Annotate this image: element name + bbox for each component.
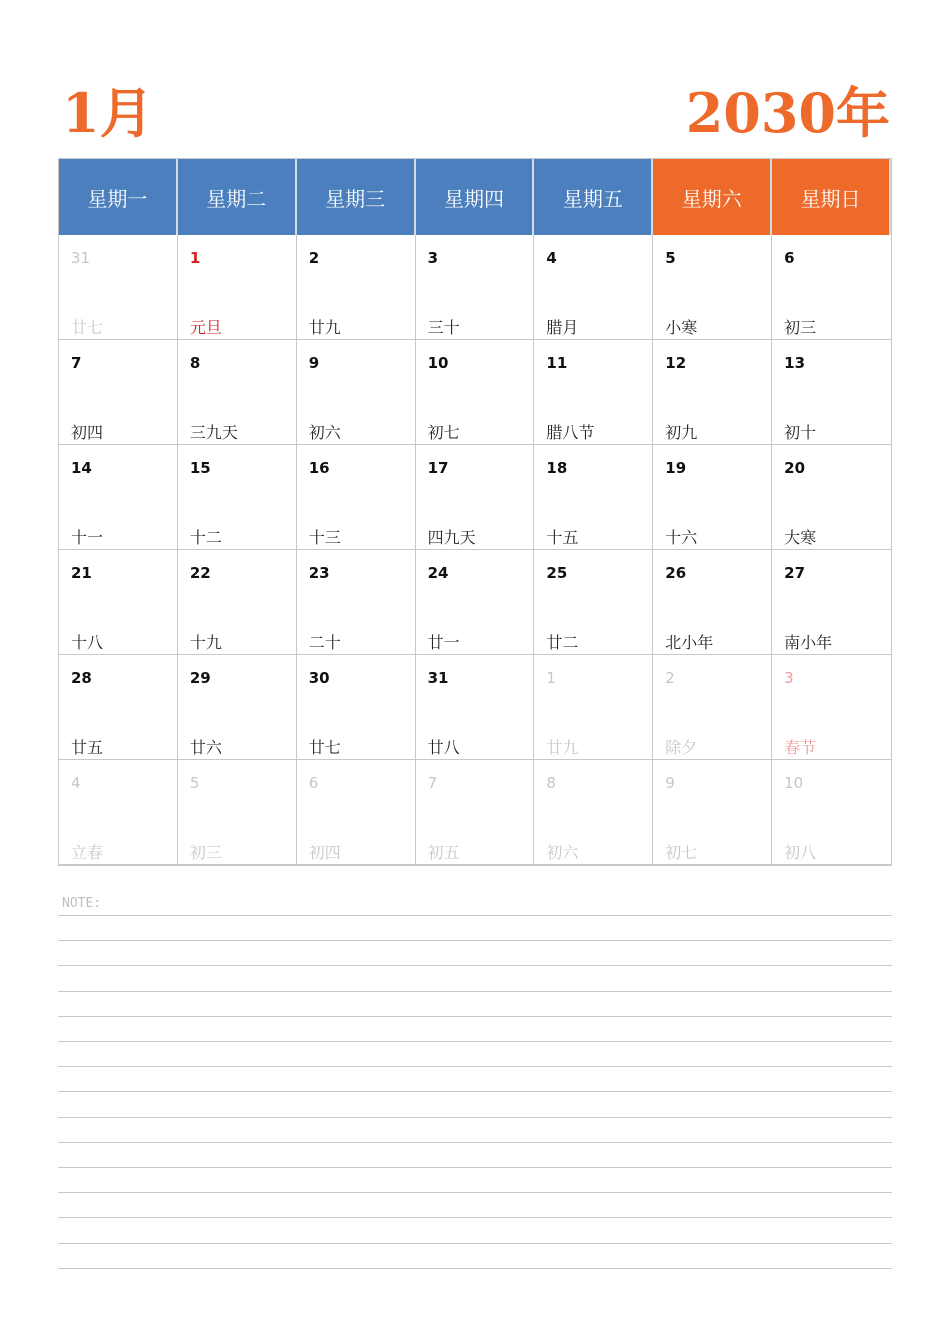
day-cell bbox=[653, 550, 772, 655]
note-line bbox=[58, 1167, 892, 1168]
lunar-label: 十二 bbox=[189, 528, 222, 547]
lunar-label: 小寒 bbox=[665, 318, 698, 337]
lunar-label: 初四 bbox=[308, 843, 341, 862]
day-number: 10 bbox=[427, 354, 449, 372]
day-number: 16 bbox=[308, 459, 330, 477]
lunar-label: 初十 bbox=[784, 423, 817, 442]
lunar-label: 元旦 bbox=[189, 318, 222, 337]
note-line bbox=[58, 1016, 892, 1017]
note-line bbox=[58, 915, 892, 916]
note-line bbox=[58, 940, 892, 941]
day-cell bbox=[178, 235, 297, 340]
day-cell bbox=[772, 760, 891, 865]
note-line bbox=[58, 1066, 892, 1067]
day-cell bbox=[772, 655, 891, 760]
day-number: 13 bbox=[784, 354, 806, 372]
day-number: 12 bbox=[665, 354, 687, 372]
lunar-label: 初六 bbox=[308, 423, 341, 442]
note-line bbox=[58, 991, 892, 992]
day-number: 31 bbox=[71, 249, 91, 267]
day-number: 15 bbox=[189, 459, 211, 477]
day-cell bbox=[297, 445, 416, 550]
day-cell bbox=[534, 760, 653, 865]
day-cell bbox=[653, 235, 772, 340]
day-number: 1 bbox=[189, 249, 201, 267]
day-number: 5 bbox=[665, 249, 676, 267]
day-cell bbox=[653, 655, 772, 760]
weekday-header-thu: 星期四 bbox=[416, 159, 535, 235]
lunar-label: 南小年 bbox=[784, 633, 833, 652]
day-cell bbox=[59, 340, 178, 445]
day-number: 3 bbox=[784, 669, 794, 687]
lunar-label: 除夕 bbox=[665, 738, 698, 757]
day-number: 11 bbox=[546, 354, 568, 372]
day-number: 14 bbox=[71, 459, 92, 477]
day-number: 1 bbox=[546, 669, 556, 687]
day-number: 23 bbox=[308, 564, 330, 582]
day-cell bbox=[59, 235, 178, 340]
day-cell bbox=[534, 340, 653, 445]
lunar-label: 廿七 bbox=[308, 738, 341, 757]
lunar-label: 三十 bbox=[427, 318, 460, 337]
note-line bbox=[58, 1192, 892, 1193]
day-cell bbox=[772, 550, 891, 655]
day-cell bbox=[297, 235, 416, 340]
weekday-header-tue: 星期二 bbox=[178, 159, 297, 235]
day-cell bbox=[59, 445, 178, 550]
day-cell bbox=[59, 550, 178, 655]
day-number: 24 bbox=[427, 564, 449, 582]
day-cell bbox=[416, 760, 535, 865]
weekday-header-fri: 星期五 bbox=[534, 159, 653, 235]
day-cell bbox=[59, 655, 178, 760]
lunar-label: 初七 bbox=[427, 423, 460, 442]
lunar-label: 春节 bbox=[784, 738, 817, 757]
day-cell bbox=[416, 655, 535, 760]
day-cell bbox=[297, 655, 416, 760]
note-line bbox=[58, 1243, 892, 1244]
calendar-grid bbox=[58, 158, 892, 866]
day-number: 19 bbox=[665, 459, 687, 477]
day-number: 21 bbox=[71, 564, 92, 582]
day-number: 6 bbox=[308, 774, 319, 792]
lunar-label: 初三 bbox=[784, 318, 817, 337]
day-cell bbox=[297, 550, 416, 655]
lunar-label: 十一 bbox=[71, 528, 104, 547]
day-cell bbox=[772, 340, 891, 445]
day-number: 7 bbox=[71, 354, 82, 372]
day-cell bbox=[653, 340, 772, 445]
day-number: 27 bbox=[784, 564, 806, 582]
note-line bbox=[58, 1091, 892, 1092]
note-line bbox=[58, 1142, 892, 1143]
day-cell bbox=[178, 550, 297, 655]
day-cell bbox=[772, 445, 891, 550]
weekday-header-mon: 星期一 bbox=[59, 159, 178, 235]
month-title: 1月 bbox=[62, 81, 154, 145]
lunar-label: 初五 bbox=[427, 843, 460, 862]
day-number: 26 bbox=[665, 564, 687, 582]
lunar-label: 初八 bbox=[784, 843, 817, 862]
note-line bbox=[58, 1268, 892, 1269]
day-cell bbox=[416, 340, 535, 445]
weekday-header-sat: 星期六 bbox=[653, 159, 772, 235]
day-number: 25 bbox=[546, 564, 568, 582]
day-cell bbox=[653, 445, 772, 550]
day-number: 9 bbox=[308, 354, 320, 372]
lunar-label: 初四 bbox=[71, 423, 104, 442]
lunar-label: 腊八节 bbox=[546, 423, 595, 442]
note-line bbox=[58, 1117, 892, 1118]
lunar-label: 北小年 bbox=[665, 633, 714, 652]
lunar-label: 立春 bbox=[71, 843, 104, 862]
lunar-label: 廿八 bbox=[427, 738, 460, 757]
day-number: 10 bbox=[784, 774, 804, 792]
day-number: 4 bbox=[546, 249, 557, 267]
lunar-label: 三九天 bbox=[189, 423, 238, 442]
lunar-label: 廿五 bbox=[71, 738, 104, 757]
lunar-label: 初六 bbox=[546, 843, 579, 862]
day-number: 30 bbox=[308, 669, 330, 687]
note-line bbox=[58, 1217, 892, 1218]
day-number: 28 bbox=[71, 669, 92, 687]
lunar-label: 大寒 bbox=[784, 528, 817, 547]
day-cell bbox=[416, 445, 535, 550]
day-cell bbox=[178, 760, 297, 865]
year-title: 2030年 bbox=[685, 81, 890, 145]
day-cell bbox=[772, 235, 891, 340]
lunar-label: 廿六 bbox=[189, 738, 222, 757]
weekday-header-sun: 星期日 bbox=[772, 159, 891, 235]
day-number: 9 bbox=[665, 774, 675, 792]
lunar-label: 初七 bbox=[665, 843, 698, 862]
lunar-label: 廿二 bbox=[546, 633, 579, 652]
day-cell bbox=[534, 655, 653, 760]
day-cell bbox=[416, 235, 535, 340]
lunar-label: 四九天 bbox=[427, 528, 476, 547]
lunar-label: 十三 bbox=[308, 528, 341, 547]
day-cell bbox=[178, 340, 297, 445]
day-number: 20 bbox=[784, 459, 806, 477]
day-cell bbox=[534, 445, 653, 550]
day-cell bbox=[178, 445, 297, 550]
lunar-label: 初九 bbox=[665, 423, 698, 442]
day-cell bbox=[178, 655, 297, 760]
day-number: 2 bbox=[665, 669, 675, 687]
note-line bbox=[58, 1041, 892, 1042]
day-cell bbox=[534, 550, 653, 655]
day-number: 31 bbox=[427, 669, 449, 687]
weekday-header-wed: 星期三 bbox=[297, 159, 416, 235]
day-number: 4 bbox=[71, 774, 81, 792]
day-number: 18 bbox=[546, 459, 568, 477]
note-label: NOTE: bbox=[62, 896, 102, 911]
day-number: 6 bbox=[784, 249, 795, 267]
day-number: 2 bbox=[308, 249, 320, 267]
day-number: 17 bbox=[427, 459, 449, 477]
day-number: 7 bbox=[427, 774, 438, 792]
day-number: 8 bbox=[546, 774, 556, 792]
day-cell bbox=[653, 760, 772, 865]
day-number: 3 bbox=[427, 249, 438, 267]
day-cell bbox=[59, 760, 178, 865]
lunar-label: 十六 bbox=[665, 528, 698, 547]
day-number: 22 bbox=[189, 564, 211, 582]
day-cell bbox=[297, 340, 416, 445]
lunar-label: 二十 bbox=[308, 633, 341, 652]
lunar-label: 腊月 bbox=[546, 318, 579, 337]
day-cell bbox=[534, 235, 653, 340]
lunar-label: 初三 bbox=[189, 843, 222, 862]
day-number: 8 bbox=[189, 354, 201, 372]
day-number: 29 bbox=[189, 669, 211, 687]
lunar-label: 廿九 bbox=[308, 318, 341, 337]
lunar-label: 十九 bbox=[189, 633, 222, 652]
lunar-label: 廿七 bbox=[71, 318, 104, 337]
day-cell bbox=[297, 760, 416, 865]
note-line bbox=[58, 965, 892, 966]
lunar-label: 十五 bbox=[546, 528, 579, 547]
lunar-label: 廿一 bbox=[427, 633, 460, 652]
day-number: 5 bbox=[189, 774, 200, 792]
lunar-label: 廿九 bbox=[546, 738, 579, 757]
lunar-label: 十八 bbox=[71, 633, 104, 652]
day-cell bbox=[416, 550, 535, 655]
